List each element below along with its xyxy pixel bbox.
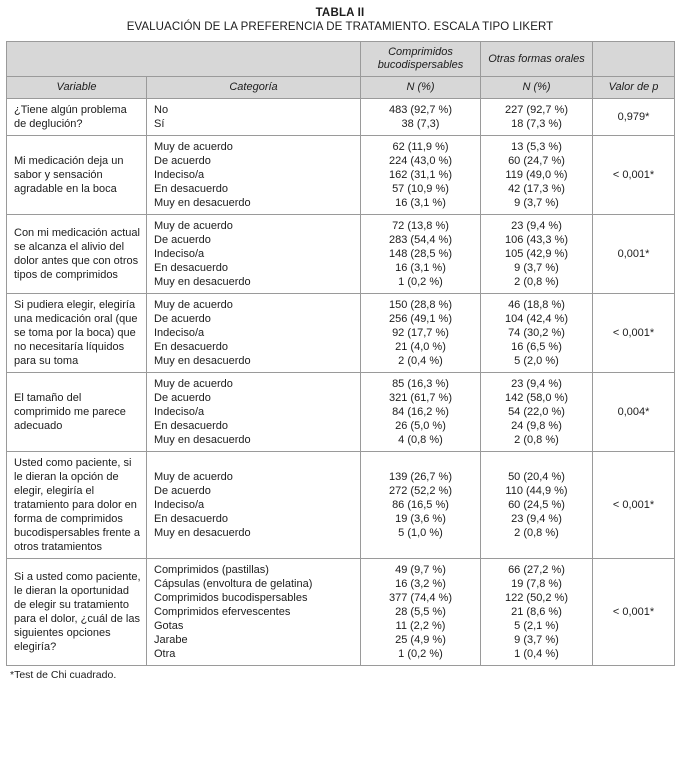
otras-formas-cell bbox=[481, 559, 593, 666]
otras-formas-value: 19 (7,8 %) bbox=[511, 578, 562, 590]
otras-formas-value: 105 (42,9 %) bbox=[505, 248, 568, 260]
category-line: Muy de acuerdo bbox=[154, 220, 233, 232]
table-subtitle: EVALUACIÓN DE LA PREFERENCIA DE TRATAMIENTO. ESCALA TIPO LIKERT bbox=[126, 21, 554, 33]
category-cell bbox=[147, 373, 361, 452]
otras-formas-value: 5 (2,1 %) bbox=[514, 620, 559, 632]
bucodispersables-cell bbox=[361, 559, 481, 666]
table-row bbox=[7, 99, 675, 136]
category-cell bbox=[147, 452, 361, 559]
bucodispersables-value: 25 (4,9 %) bbox=[395, 634, 446, 646]
category-line: Indeciso/a bbox=[154, 248, 205, 260]
bucodispersables-value: 21 (4,0 %) bbox=[395, 341, 446, 353]
otras-formas-value: 18 (7,3 %) bbox=[511, 118, 562, 130]
otras-formas-cell bbox=[481, 373, 593, 452]
bucodispersables-value: 2 (0,4 %) bbox=[398, 355, 443, 367]
otras-formas-value: 42 (17,3 %) bbox=[508, 183, 565, 195]
header-bucodispersables: Comprimidos bucodispersables bbox=[361, 42, 481, 77]
bucodispersables-value: 16 (3,1 %) bbox=[395, 262, 446, 274]
table-row bbox=[7, 136, 675, 215]
category-line: Otra bbox=[154, 648, 176, 660]
category-line: Gotas bbox=[154, 620, 184, 632]
table-row bbox=[7, 294, 675, 373]
category-cell bbox=[147, 559, 361, 666]
bucodispersables-value: 85 (16,3 %) bbox=[392, 378, 449, 390]
bucodispersables-value: 26 (5,0 %) bbox=[395, 420, 446, 432]
footnote: *Test de Chi cuadrado. bbox=[10, 669, 117, 681]
category-line: Indeciso/a bbox=[154, 169, 205, 181]
header-valor-p: Valor de p bbox=[593, 77, 675, 99]
otras-formas-value: 110 (44,9 %) bbox=[505, 485, 568, 497]
category-line: Cápsulas (envoltura de gelatina) bbox=[154, 578, 313, 590]
otras-formas-value: 16 (6,5 %) bbox=[511, 341, 562, 353]
variable-cell: Usted como paciente, si le dieran la opción de elegir, elegiría el tratamiento para dolor en forma de comprimidos bucodispersables frente a otros tratamientos bbox=[7, 452, 147, 559]
variable-cell: Si a usted como paciente, le dieran la oportunidad de elegir su tratamiento para el dolor, ¿cuál de las siguientes opciones elegiría? bbox=[7, 559, 147, 666]
otras-formas-value: 2 (0,8 %) bbox=[514, 434, 559, 446]
bucodispersables-value: 16 (3,1 %) bbox=[395, 197, 446, 209]
otras-formas-value: 104 (42,4 %) bbox=[505, 313, 568, 325]
bucodispersables-cell bbox=[361, 215, 481, 294]
header-n-pct-1: N (%) bbox=[361, 77, 481, 99]
otras-formas-cell bbox=[481, 136, 593, 215]
category-line: De acuerdo bbox=[154, 155, 211, 167]
bucodispersables-cell bbox=[361, 294, 481, 373]
variable-cell: El tamaño del comprimido me parece adecuado bbox=[7, 373, 147, 452]
bucodispersables-value: 162 (31,1 %) bbox=[389, 169, 452, 181]
otras-formas-value: 9 (3,7 %) bbox=[514, 262, 559, 274]
otras-formas-value: 66 (27,2 %) bbox=[508, 564, 565, 576]
category-line: Muy de acuerdo bbox=[154, 378, 233, 390]
variable-cell: Con mi medicación actual se alcanza el alivio del dolor antes que con otros tipos de comprimidos bbox=[7, 215, 147, 294]
category-line: Indeciso/a bbox=[154, 406, 205, 418]
bucodispersables-value: 224 (43,0 %) bbox=[389, 155, 452, 167]
bucodispersables-value: 321 (61,7 %) bbox=[389, 392, 452, 404]
category-line: Indeciso/a bbox=[154, 499, 205, 511]
otras-formas-value: 50 (20,4 %) bbox=[508, 471, 565, 483]
category-line: En desacuerdo bbox=[154, 341, 228, 353]
bucodispersables-value: 150 (28,8 %) bbox=[389, 299, 452, 311]
otras-formas-value: 122 (50,2 %) bbox=[505, 592, 568, 604]
bucodispersables-value: 1 (0,2 %) bbox=[398, 276, 443, 288]
pvalue-cell: < 0,001* bbox=[593, 559, 675, 666]
bucodispersables-value: 483 (92,7 %) bbox=[389, 104, 452, 116]
bucodispersables-value: 57 (10,9 %) bbox=[392, 183, 449, 195]
pvalue-cell: < 0,001* bbox=[593, 452, 675, 559]
table-row bbox=[7, 215, 675, 294]
table-row bbox=[7, 452, 675, 559]
category-line: Muy de acuerdo bbox=[154, 299, 233, 311]
bucodispersables-value: 72 (13,8 %) bbox=[392, 220, 449, 232]
otras-formas-value: 23 (9,4 %) bbox=[511, 513, 562, 525]
header-variable: Variable bbox=[7, 77, 147, 99]
category-line: Indeciso/a bbox=[154, 327, 205, 339]
category-line: En desacuerdo bbox=[154, 420, 228, 432]
category-line: Muy en desacuerdo bbox=[154, 197, 251, 209]
bucodispersables-value: 16 (3,2 %) bbox=[395, 578, 446, 590]
category-line: De acuerdo bbox=[154, 313, 211, 325]
category-line: Muy en desacuerdo bbox=[154, 355, 251, 367]
bucodispersables-value: 19 (3,6 %) bbox=[395, 513, 446, 525]
category-cell bbox=[147, 215, 361, 294]
bucodispersables-value: 28 (5,5 %) bbox=[395, 606, 446, 618]
otras-formas-cell bbox=[481, 294, 593, 373]
category-line: Muy de acuerdo bbox=[154, 471, 233, 483]
category-line: Muy en desacuerdo bbox=[154, 434, 251, 446]
category-line: Sí bbox=[154, 118, 165, 130]
header-empty-cell bbox=[7, 42, 361, 77]
otras-formas-value: 54 (22,0 %) bbox=[508, 406, 565, 418]
otras-formas-value: 119 (49,0 %) bbox=[505, 169, 568, 181]
otras-formas-value: 13 (5,3 %) bbox=[511, 141, 562, 153]
bucodispersables-value: 1 (0,2 %) bbox=[398, 648, 443, 660]
category-line: De acuerdo bbox=[154, 485, 211, 497]
table-title: TABLA II bbox=[315, 7, 365, 19]
table-row bbox=[7, 373, 675, 452]
category-line: En desacuerdo bbox=[154, 513, 228, 525]
category-line: De acuerdo bbox=[154, 392, 211, 404]
header-categoria: Categoría bbox=[147, 77, 361, 99]
header-otras-formas: Otras formas orales bbox=[481, 42, 593, 77]
bucodispersables-value: 62 (11,9 %) bbox=[392, 141, 449, 153]
pvalue-cell: 0,004* bbox=[593, 373, 675, 452]
category-line: Jarabe bbox=[154, 634, 188, 646]
bucodispersables-value: 139 (26,7 %) bbox=[389, 471, 452, 483]
otras-formas-value: 227 (92,7 %) bbox=[505, 104, 568, 116]
likert-table bbox=[6, 41, 675, 666]
otras-formas-value: 74 (30,2 %) bbox=[508, 327, 565, 339]
table-header bbox=[7, 42, 675, 99]
otras-formas-value: 106 (43,3 %) bbox=[505, 234, 568, 246]
otras-formas-value: 23 (9,4 %) bbox=[511, 220, 562, 232]
category-line: Muy de acuerdo bbox=[154, 141, 233, 153]
category-cell bbox=[147, 136, 361, 215]
otras-formas-value: 46 (18,8 %) bbox=[508, 299, 565, 311]
otras-formas-value: 2 (0,8 %) bbox=[514, 276, 559, 288]
otras-formas-value: 24 (9,8 %) bbox=[511, 420, 562, 432]
bucodispersables-value: 148 (28,5 %) bbox=[389, 248, 452, 260]
otras-formas-value: 5 (2,0 %) bbox=[514, 355, 559, 367]
variable-cell: ¿Tiene algún problema de deglución? bbox=[7, 99, 147, 136]
pvalue-cell: < 0,001* bbox=[593, 136, 675, 215]
bucodispersables-value: 49 (9,7 %) bbox=[395, 564, 446, 576]
bucodispersables-value: 283 (54,4 %) bbox=[389, 234, 452, 246]
header-empty-cell bbox=[593, 42, 675, 77]
category-line: En desacuerdo bbox=[154, 262, 228, 274]
bucodispersables-value: 92 (17,7 %) bbox=[392, 327, 449, 339]
bucodispersables-cell bbox=[361, 452, 481, 559]
category-line: Muy en desacuerdo bbox=[154, 527, 251, 539]
otras-formas-cell bbox=[481, 99, 593, 136]
otras-formas-cell bbox=[481, 452, 593, 559]
pvalue-cell: 0,001* bbox=[593, 215, 675, 294]
bucodispersables-value: 5 (1,0 %) bbox=[398, 527, 443, 539]
table-body bbox=[7, 99, 675, 666]
header-n-pct-2: N (%) bbox=[481, 77, 593, 99]
otras-formas-value: 142 (58,0 %) bbox=[505, 392, 568, 404]
category-cell bbox=[147, 99, 361, 136]
category-line: Muy en desacuerdo bbox=[154, 276, 251, 288]
bucodispersables-value: 377 (74,4 %) bbox=[389, 592, 452, 604]
bucodispersables-value: 272 (52,2 %) bbox=[389, 485, 452, 497]
bucodispersables-cell bbox=[361, 136, 481, 215]
bucodispersables-cell bbox=[361, 373, 481, 452]
bucodispersables-cell bbox=[361, 99, 481, 136]
header-group-row bbox=[7, 42, 675, 77]
bucodispersables-value: 38 (7,3) bbox=[401, 118, 440, 130]
category-line: De acuerdo bbox=[154, 234, 211, 246]
otras-formas-value: 21 (8,6 %) bbox=[511, 606, 562, 618]
otras-formas-value: 23 (9,4 %) bbox=[511, 378, 562, 390]
bucodispersables-value: 11 (2,2 %) bbox=[395, 620, 446, 632]
otras-formas-value: 9 (3,7 %) bbox=[514, 197, 559, 209]
bucodispersables-value: 86 (16,5 %) bbox=[392, 499, 449, 511]
table-row bbox=[7, 559, 675, 666]
category-line: No bbox=[154, 104, 169, 116]
pvalue-cell: 0,979* bbox=[593, 99, 675, 136]
category-line: En desacuerdo bbox=[154, 183, 228, 195]
category-line: Comprimidos bucodispersables bbox=[154, 592, 308, 604]
otras-formas-value: 2 (0,8 %) bbox=[514, 527, 559, 539]
otras-formas-value: 1 (0,4 %) bbox=[514, 648, 559, 660]
otras-formas-value: 60 (24,5 %) bbox=[508, 499, 565, 511]
variable-cell: Mi medicación deja un sabor y sensación agradable en la boca bbox=[7, 136, 147, 215]
header-row bbox=[7, 77, 675, 99]
category-line: Comprimidos (pastillas) bbox=[154, 564, 269, 576]
bucodispersables-value: 256 (49,1 %) bbox=[389, 313, 452, 325]
category-cell bbox=[147, 294, 361, 373]
variable-cell: Si pudiera elegir, elegiría una medicación oral (que se toma por la boca) que no necesitaría líquidos para su toma bbox=[7, 294, 147, 373]
otras-formas-value: 60 (24,7 %) bbox=[508, 155, 565, 167]
bucodispersables-value: 4 (0,8 %) bbox=[398, 434, 443, 446]
pvalue-cell: < 0,001* bbox=[593, 294, 675, 373]
bucodispersables-value: 84 (16,2 %) bbox=[392, 406, 449, 418]
otras-formas-value: 9 (3,7 %) bbox=[514, 634, 559, 646]
otras-formas-cell bbox=[481, 215, 593, 294]
category-line: Comprimidos efervescentes bbox=[154, 606, 291, 618]
